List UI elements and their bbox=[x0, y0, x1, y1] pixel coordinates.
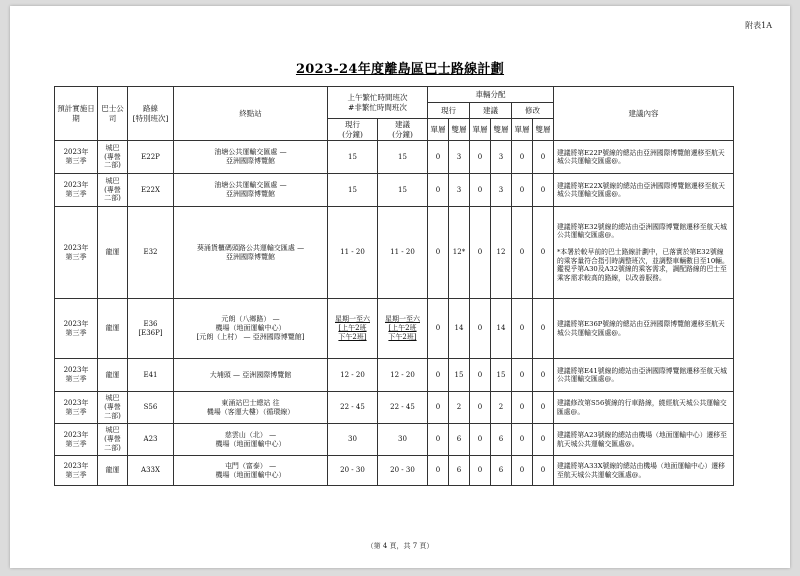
recommendation-cell: 建議將第A23號線的總站由機場（地面運輸中心）遷移至航天城公共運輸交匯處@。 bbox=[554, 424, 734, 456]
peak-proposed-cell: 12 - 20 bbox=[378, 359, 428, 392]
current-double-cell: 2 bbox=[449, 392, 470, 424]
current-single-cell: 0 bbox=[428, 207, 449, 299]
proposed-single-cell: 0 bbox=[470, 456, 491, 486]
operator-cell: 龍運 bbox=[98, 456, 128, 486]
current-double-cell: 12* bbox=[449, 207, 470, 299]
header-recommendation: 建議內容 bbox=[554, 87, 734, 141]
table-row bbox=[55, 207, 734, 299]
termini-cell: 屯門（富泰） — 機場（地面運輸中心） bbox=[174, 456, 328, 486]
header-date: 預計實施日期 bbox=[55, 87, 98, 141]
change-double-cell: 0 bbox=[533, 174, 554, 207]
header-operator: 巴士公司 bbox=[98, 87, 128, 141]
change-single-cell: 0 bbox=[512, 207, 533, 299]
proposed-single-cell: 0 bbox=[470, 392, 491, 424]
header-peak-frequency: 上午繁忙時間班次 #非繁忙時間班次 bbox=[328, 87, 428, 119]
header-alloc-current: 現行 bbox=[428, 103, 470, 119]
date-cell: 2023年 第三季 bbox=[55, 424, 98, 456]
operator-cell: 龍運 bbox=[98, 299, 128, 359]
recommendation-cell: 建議將第A33X號線的總站由機場（地面運輸中心）遷移至航天城公共運輸交匯處@。 bbox=[554, 456, 734, 486]
peak-proposed-cell: 星期一至六 [上午2班 下午2班] bbox=[378, 299, 428, 359]
peak-proposed-cell: 30 bbox=[378, 424, 428, 456]
proposed-double-cell: 6 bbox=[491, 456, 512, 486]
header-double-deck: 雙層 bbox=[533, 119, 554, 141]
operator-cell: 城巴 (專營 二部) bbox=[98, 141, 128, 174]
peak-proposed-cell: 15 bbox=[378, 141, 428, 174]
peak-proposed-cell: 22 - 45 bbox=[378, 392, 428, 424]
current-double-cell: 6 bbox=[449, 456, 470, 486]
current-single-cell: 0 bbox=[428, 141, 449, 174]
document-title: 2023-24年度離島區巴士路線計劃 bbox=[295, 62, 505, 77]
route-cell: E36 [E36P] bbox=[128, 299, 174, 359]
current-single-cell: 0 bbox=[428, 392, 449, 424]
proposed-double-cell: 2 bbox=[491, 392, 512, 424]
peak-current-cell: 11 - 20 bbox=[328, 207, 378, 299]
proposed-single-cell: 0 bbox=[470, 174, 491, 207]
termini-cell: 大埔頭 — 亞洲國際博覽館 bbox=[174, 359, 328, 392]
change-double-cell: 0 bbox=[533, 207, 554, 299]
header-vehicle-allocation: 車輛分配 bbox=[428, 87, 554, 103]
header-route: 路線 [特別班次] bbox=[128, 87, 174, 141]
date-cell: 2023年 第三季 bbox=[55, 174, 98, 207]
proposed-single-cell: 0 bbox=[470, 207, 491, 299]
route-plan-table bbox=[54, 86, 734, 486]
header-peak-proposed: 建議 (分鐘) bbox=[378, 119, 428, 141]
table-row bbox=[55, 299, 734, 359]
header-peak-current: 現行 (分鐘) bbox=[328, 119, 378, 141]
header-single-deck: 單層 bbox=[428, 119, 449, 141]
peak-current-cell: 星期一至六 [上午2班 下午2班] bbox=[328, 299, 378, 359]
change-double-cell: 0 bbox=[533, 456, 554, 486]
proposed-single-cell: 0 bbox=[470, 299, 491, 359]
date-cell: 2023年 第三季 bbox=[55, 456, 98, 486]
header-single-deck: 單層 bbox=[512, 119, 533, 141]
termini-cell: 油塘公共運輸交匯處 — 亞洲國際博覽館 bbox=[174, 174, 328, 207]
header-alloc-change: 修改 bbox=[512, 103, 554, 119]
recommendation-cell: 建議將第E41號線的總站由亞洲國際博覽館遷移至航天城公共運輸交匯處@。 bbox=[554, 359, 734, 392]
proposed-double-cell: 12 bbox=[491, 207, 512, 299]
proposed-double-cell: 6 bbox=[491, 424, 512, 456]
date-cell: 2023年 第三季 bbox=[55, 207, 98, 299]
termini-cell: 葵涌貨櫃碼頭路公共運輸交匯處 — 亞洲國際博覽館 bbox=[174, 207, 328, 299]
header-double-deck: 雙層 bbox=[491, 119, 512, 141]
operator-cell: 城巴 (專營 二部) bbox=[98, 392, 128, 424]
change-single-cell: 0 bbox=[512, 359, 533, 392]
proposed-single-cell: 0 bbox=[470, 359, 491, 392]
route-cell: E41 bbox=[128, 359, 174, 392]
change-double-cell: 0 bbox=[533, 141, 554, 174]
current-single-cell: 0 bbox=[428, 424, 449, 456]
termini-cell: 東涌站巴士總站 往 機場（客運大樓）（循環線） bbox=[174, 392, 328, 424]
current-single-cell: 0 bbox=[428, 456, 449, 486]
operator-cell: 龍運 bbox=[98, 359, 128, 392]
header-alloc-proposed: 建議 bbox=[470, 103, 512, 119]
document-page bbox=[10, 6, 790, 568]
change-single-cell: 0 bbox=[512, 174, 533, 207]
proposed-double-cell: 14 bbox=[491, 299, 512, 359]
current-double-cell: 6 bbox=[449, 424, 470, 456]
current-single-cell: 0 bbox=[428, 299, 449, 359]
header-termini: 終點站 bbox=[174, 87, 328, 141]
current-double-cell: 3 bbox=[449, 174, 470, 207]
operator-cell: 城巴 (專營 二部) bbox=[98, 174, 128, 207]
change-double-cell: 0 bbox=[533, 392, 554, 424]
date-cell: 2023年 第三季 bbox=[55, 359, 98, 392]
peak-proposed-cell: 11 - 20 bbox=[378, 207, 428, 299]
change-double-cell: 0 bbox=[533, 359, 554, 392]
table-row bbox=[55, 424, 734, 456]
route-cell: A23 bbox=[128, 424, 174, 456]
current-double-cell: 3 bbox=[449, 141, 470, 174]
proposed-single-cell: 0 bbox=[470, 424, 491, 456]
peak-proposed-cell: 20 - 30 bbox=[378, 456, 428, 486]
current-single-cell: 0 bbox=[428, 359, 449, 392]
table-row bbox=[55, 141, 734, 174]
change-single-cell: 0 bbox=[512, 424, 533, 456]
change-double-cell: 0 bbox=[533, 299, 554, 359]
current-double-cell: 15 bbox=[449, 359, 470, 392]
operator-cell: 龍運 bbox=[98, 207, 128, 299]
termini-cell: 元朗（八鄉路） — 機場（地面運輸中心） [元朗（上村） — 亞洲國際博覽館] bbox=[174, 299, 328, 359]
peak-current-cell: 22 - 45 bbox=[328, 392, 378, 424]
operator-cell: 城巴 (專營 二部) bbox=[98, 424, 128, 456]
peak-proposed-cell: 15 bbox=[378, 174, 428, 207]
change-single-cell: 0 bbox=[512, 392, 533, 424]
header-single-deck: 單層 bbox=[470, 119, 491, 141]
recommendation-cell: 建議修改第S56號線的行車路線，繞經航天城公共運輸交匯處@。 bbox=[554, 392, 734, 424]
recommendation-cell: 建議將第E32號線的總站由亞洲國際博覽館遷移至航天城公共運輸交匯處@。 *本署於較早前的巴士路線計劃中，已落實於第E32號線的乘客量符合指引時調整班次，並調整車輛數目至10輛。鑑視乎第A30及A32號線的乘客需求，調配路線的巴士至乘客需求較高的路線，以改善服務。 bbox=[554, 207, 734, 299]
peak-current-cell: 12 - 20 bbox=[328, 359, 378, 392]
recommendation-cell: 建議將第E36P號線的總站由亞洲國際博覽館遷移至航天城公共運輸交匯處@。 bbox=[554, 299, 734, 359]
date-cell: 2023年 第三季 bbox=[55, 392, 98, 424]
peak-current-cell: 15 bbox=[328, 174, 378, 207]
change-single-cell: 0 bbox=[512, 141, 533, 174]
route-cell: A33X bbox=[128, 456, 174, 486]
date-cell: 2023年 第三季 bbox=[55, 299, 98, 359]
termini-cell: 油塘公共運輸交匯處 — 亞洲國際博覽館 bbox=[174, 141, 328, 174]
proposed-double-cell: 3 bbox=[491, 141, 512, 174]
proposed-single-cell: 0 bbox=[470, 141, 491, 174]
route-cell: E22P bbox=[128, 141, 174, 174]
table-row bbox=[55, 359, 734, 392]
date-cell: 2023年 第三季 bbox=[55, 141, 98, 174]
route-cell: S56 bbox=[128, 392, 174, 424]
current-single-cell: 0 bbox=[428, 174, 449, 207]
route-cell: E32 bbox=[128, 207, 174, 299]
proposed-double-cell: 3 bbox=[491, 174, 512, 207]
peak-current-cell: 20 - 30 bbox=[328, 456, 378, 486]
page-footer: （第 4 頁，共 7 頁） bbox=[366, 542, 434, 550]
table-row bbox=[55, 174, 734, 207]
route-cell: E22X bbox=[128, 174, 174, 207]
peak-current-cell: 30 bbox=[328, 424, 378, 456]
recommendation-cell: 建議將第E22P號線的總站由亞洲國際博覽館遷移至航天城公共運輸交匯處@。 bbox=[554, 141, 734, 174]
termini-cell: 慈雲山（北） — 機場（地面運輸中心） bbox=[174, 424, 328, 456]
current-double-cell: 14 bbox=[449, 299, 470, 359]
proposed-double-cell: 15 bbox=[491, 359, 512, 392]
header-double-deck: 雙層 bbox=[449, 119, 470, 141]
change-single-cell: 0 bbox=[512, 299, 533, 359]
change-single-cell: 0 bbox=[512, 456, 533, 486]
recommendation-cell: 建議將第E22X號線的總站由亞洲國際博覽館遷移至航天城公共運輸交匯處@。 bbox=[554, 174, 734, 207]
annex-label: 附表1A bbox=[745, 21, 772, 30]
table-row bbox=[55, 392, 734, 424]
change-double-cell: 0 bbox=[533, 424, 554, 456]
table-row bbox=[55, 456, 734, 486]
peak-current-cell: 15 bbox=[328, 141, 378, 174]
